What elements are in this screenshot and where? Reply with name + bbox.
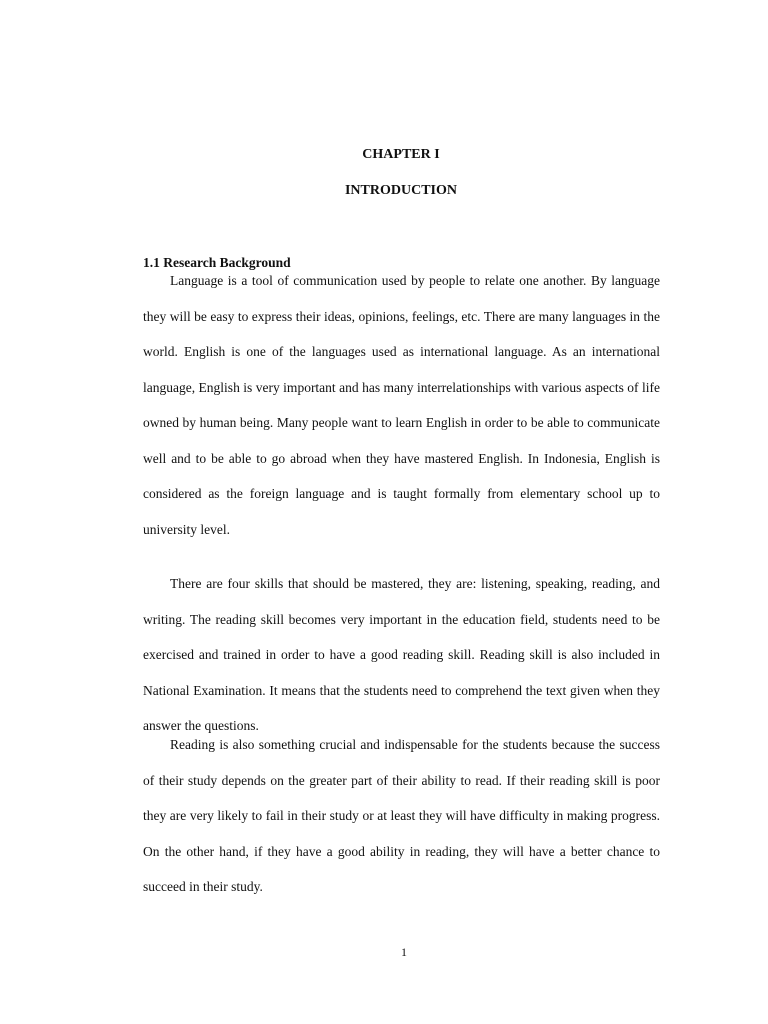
paragraph-1: Language is a tool of communication used by people to relate one another. By language they will be easy to express their ideas, opinions, feelings, etc. There are many languages in the world. English is one of the languages used as international language. As an international language, English is very important and has many interrelationships with various aspects of life owned by human being. Many people want to learn English in order to be able to communicate well and to be able to go abroad when they have mastered English. In Indonesia, English is considered as the foreign language and is taught formally from elementary school up to university level. [143, 273, 660, 537]
paragraph-3: Reading is also something crucial and indispensable for the students because the success of their study depends on the greater part of their ability to read. If their reading skill is poor they are very likely to fail in their study or at least they will have difficulty in making progress. On the other hand, if they have a good ability in reading, they will have a better chance to succeed in their study. [143, 737, 660, 894]
chapter-title: INTRODUCTION [344, 183, 457, 198]
chapter-label: CHAPTER I [362, 147, 440, 162]
page-number: 1 [401, 945, 407, 959]
paragraph-2: There are four skills that should be mastered, they are: listening, speaking, reading, and writing. The reading skill becomes very important in the education field, students need to be exercised and trained in order to have a good reading skill. Reading skill is also included in National Examination. It means that the students need to comprehend the text given when they answer the questions. [143, 576, 660, 733]
section-heading: 1.1 Research Background [143, 255, 291, 270]
